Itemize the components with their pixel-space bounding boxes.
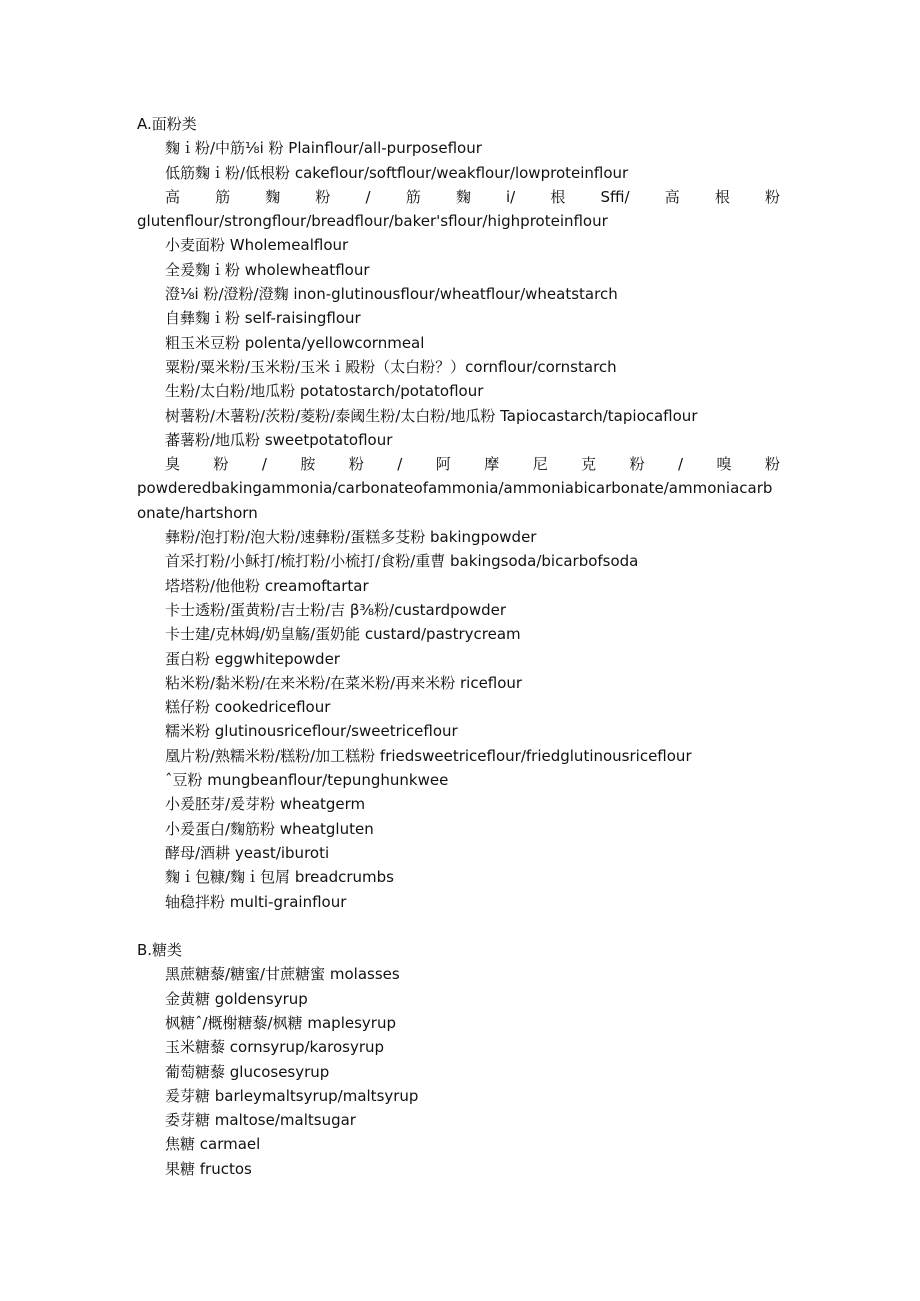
list-item: 葡萄糖藜 glucosesyrup: [165, 1062, 330, 1081]
list-item: 爰芽糖 barleymaltsyrup/maltsyrup: [165, 1086, 419, 1105]
list-item: 自彝麴ｉ粉 self-raisingflour: [165, 309, 361, 328]
list-item: powderedbakingammonia/carbonateofammonia/ammoniabicarbonate/ammoniacarbonate/hartshorn: [137, 479, 773, 522]
document-page: [137, 112, 780, 1181]
list-item: 首采打粉/小稣打/梳打粉/小梳打/食粉/重曹 bakingsoda/bicarbofsoda: [165, 552, 639, 571]
section-spacer: [137, 914, 780, 938]
list-item: 凰片粉/熟糯米粉/糕粉/加工糕粉 friedsweetriceflour/friedglutinousriceflour: [165, 746, 692, 765]
list-item: 委芽糖 maltose/maltsugar: [165, 1111, 356, 1130]
list-item: 蕃薯粉/地瓜粉 sweetpotatoflour: [165, 430, 393, 449]
list-item: 全爰麴ｉ粉 wholewheatflour: [165, 260, 370, 279]
list-item: 树薯粉/木薯粉/茨粉/菱粉/泰阈生粉/太白粉/地瓜粉 Tapiocastarch/tapiocaflour: [165, 406, 698, 425]
list-item: 粟粉/粟米粉/玉米粉/玉米ｉ殿粉（太白粉？）cornflour/cornstarch: [165, 357, 617, 376]
list-item: 卡士透粉/蛋黄粉/吉士粉/吉 β⅜粉/custardpowder: [165, 600, 507, 619]
list-item: 玉米糖藜 cornsyrup/karosyrup: [165, 1038, 385, 1057]
list-item: 焦糖 carmael: [165, 1135, 261, 1154]
list-item: glutenflour/strongflour/breadflour/baker'sflour/highproteinflour: [137, 212, 608, 231]
list-item: 高 筋 麴 粉 / 筋 麴 i/ 根 Sffi/ 高 根 粉: [165, 187, 780, 206]
list-item: 小爰胚芽/爰芽粉 wheatgerm: [165, 795, 366, 814]
list-item: 蛋白粉 eggwhitepowder: [165, 649, 340, 668]
list-item: 麴ｉ粉/中筋⅛i 粉 Plainflour/all-purposeflour: [165, 139, 482, 158]
list-item: 粗玉米豆粉 polenta/yellowcornmeal: [165, 333, 425, 352]
list-item: 黑蔗糖藜/糖蜜/甘蔗糖蜜 molasses: [165, 965, 400, 984]
list-item: 麴ｉ包糠/麴ｉ包屑 breadcrumbs: [165, 868, 394, 887]
list-item: 臭 粉 / 胺 粉 / 阿 摩 尼 克 粉 / 嗅 粉: [165, 455, 780, 474]
list-item: 金黄糖 goldensyrup: [165, 989, 308, 1008]
list-item: 糯米粉 glutinousriceflour/sweetriceflour: [165, 722, 458, 741]
list-item: 粘米粉/黏米粉/在来米粉/在菜米粉/再来米粉 riceflour: [165, 673, 523, 692]
section-flour: [137, 112, 780, 914]
section-sugar: [137, 938, 780, 1181]
list-item: 塔塔粉/他他粉 creamoftartar: [165, 576, 369, 595]
list-item: 果糖 fructos: [165, 1159, 252, 1178]
list-item: 低筋麴ｉ粉/低根粉 cakeflour/softflour/weakflour/lowproteinflour: [165, 163, 629, 182]
list-item: 小爰蛋白/麴筋粉 wheatgluten: [165, 819, 374, 838]
list-item: 小麦面粉 Wholemealflour: [165, 236, 349, 255]
list-item: 澄⅛i 粉/澄粉/澄麴 inon-glutinousflour/wheatflour/wheatstarch: [165, 285, 618, 304]
list-item: 枫糖ˆ/概榭糖藜/枫糖 maplesyrup: [165, 1013, 396, 1032]
list-item: 轴稳拌粉 multi-grainflour: [165, 892, 347, 911]
list-item: 糕仔粉 cookedriceflour: [165, 698, 331, 717]
section-heading: A.面粉类: [137, 115, 197, 133]
list-item: 生粉/太白粉/地瓜粉 potatostarch/potatoflour: [165, 382, 484, 401]
list-item: 卡士建/克林姆/奶皇觞/蛋奶能 custard/pastrycream: [165, 625, 521, 644]
list-item: ˆ豆粉 mungbeanflour/tepunghunkwee: [165, 771, 449, 790]
section-heading: B.糖类: [137, 941, 183, 960]
list-item: 彝粉/泡打粉/泡大粉/速彝粉/蛋糕多芟粉 bakingpowder: [165, 528, 537, 547]
list-item: 酵母/酒耕 yeast/iburoti: [165, 843, 330, 862]
